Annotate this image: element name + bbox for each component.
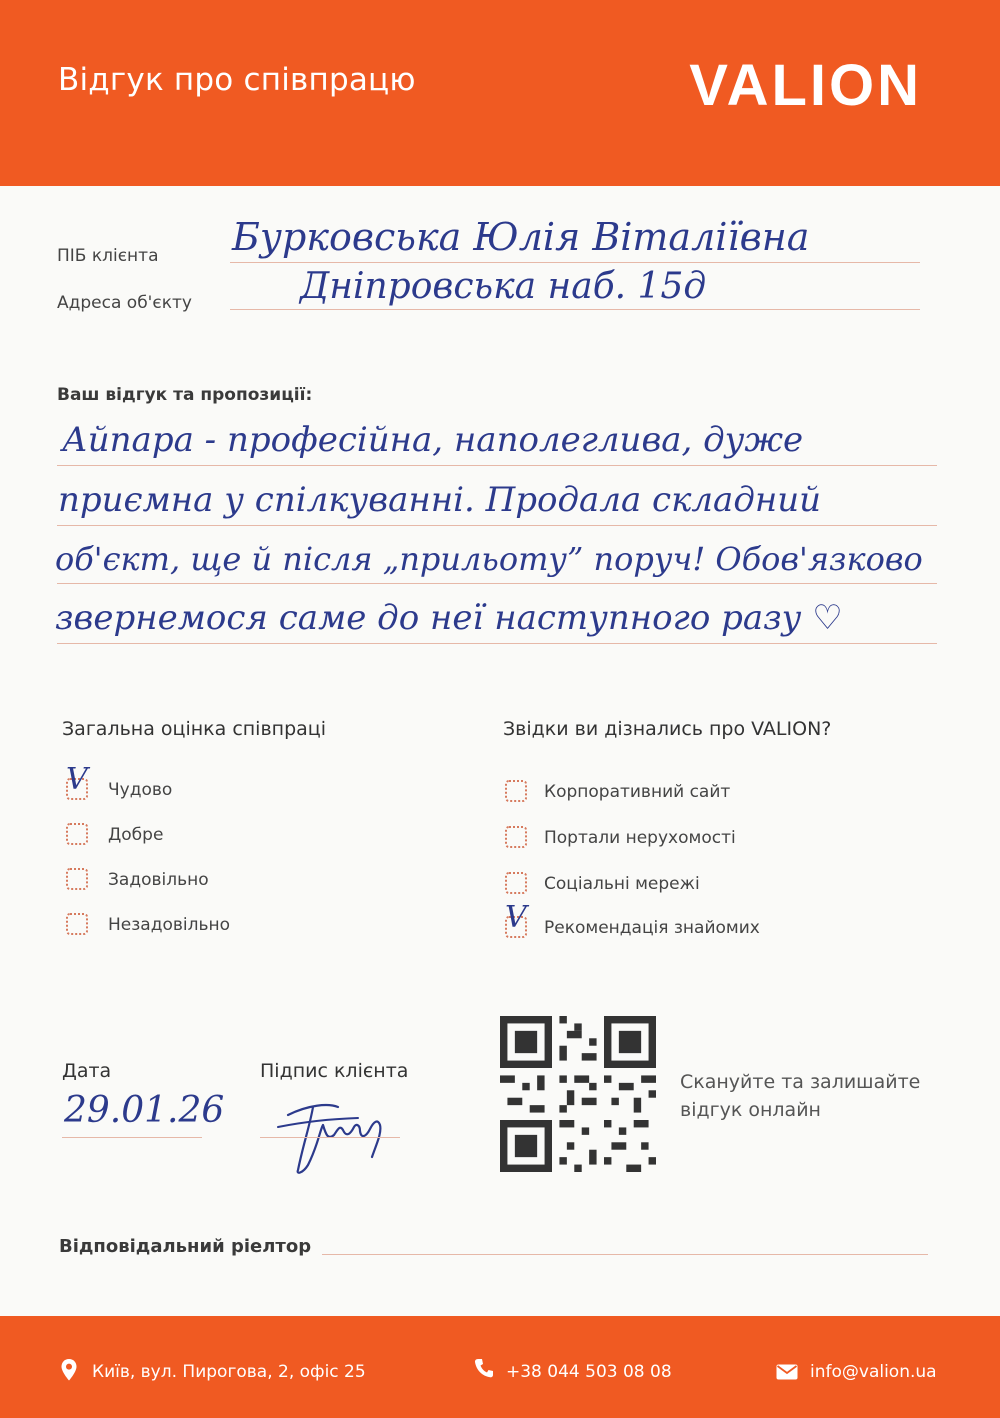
signature-label: Підпис клієнта xyxy=(260,1060,409,1082)
source-checkbox-website[interactable] xyxy=(505,780,527,802)
feedback-line[interactable]: приємна у спілкуванні. Продала складний xyxy=(58,480,822,520)
date-label: Дата xyxy=(62,1060,112,1082)
realtor-line xyxy=(322,1254,928,1255)
footer-email[interactable]: info@valion.ua xyxy=(810,1362,937,1382)
rating-checkbox-satisfactory[interactable] xyxy=(66,868,88,890)
brand-logo: VALION xyxy=(689,53,922,118)
rating-checkbox-good[interactable] xyxy=(66,823,88,845)
address-line xyxy=(230,309,920,310)
feedback-rule xyxy=(57,525,937,526)
qr-code-icon[interactable] xyxy=(500,1016,656,1172)
feedback-line[interactable]: об'єкт, ще й після „прильоту” поруч! Обов'язково xyxy=(55,540,923,578)
rating-checkbox-excellent[interactable] xyxy=(66,762,88,800)
footer-phone[interactable]: +38 044 503 08 08 xyxy=(506,1362,672,1382)
email-icon xyxy=(776,1364,798,1380)
rating-option-label: Чудово xyxy=(108,780,173,800)
client-name-label: ПІБ клієнта xyxy=(57,246,159,266)
source-option-label: Портали нерухомості xyxy=(544,828,736,848)
rating-option-label: Добре xyxy=(108,825,164,845)
source-checkbox-recommendation[interactable] xyxy=(505,900,527,938)
client-name-value[interactable]: Бурковська Юлія Віталіївна xyxy=(232,215,810,259)
rating-option-label: Задовільно xyxy=(108,870,209,890)
address-label: Адреса об'єкту xyxy=(57,293,192,313)
source-title: Звідки ви дізнались про VALION? xyxy=(503,718,832,740)
rating-option-label: Незадовільно xyxy=(108,915,230,935)
client-name-line xyxy=(230,262,920,263)
location-pin-icon xyxy=(60,1358,78,1382)
feedback-line[interactable]: звернемося саме до неї наступного разу ♡ xyxy=(55,598,843,638)
realtor-label: Відповідальний ріелтор xyxy=(59,1236,312,1257)
feedback-line[interactable]: Айпара - професійна, наполеглива, дуже xyxy=(62,420,804,460)
qr-caption: Скануйте та залишайте відгук онлайн xyxy=(680,1071,921,1121)
feedback-label: Ваш відгук та пропозиції: xyxy=(57,385,313,405)
signature-image[interactable] xyxy=(268,1085,408,1180)
check-mark-icon: V xyxy=(505,900,527,935)
source-option-label: Корпоративний сайт xyxy=(544,782,731,802)
feedback-rule xyxy=(57,465,937,466)
source-checkbox-social[interactable] xyxy=(505,872,527,894)
date-line xyxy=(62,1137,202,1138)
check-mark-icon: V xyxy=(66,762,88,797)
rating-checkbox-unsatisfactory[interactable] xyxy=(66,913,88,935)
source-checkbox-portals[interactable] xyxy=(505,826,527,848)
source-option-label: Рекомендація знайомих xyxy=(544,918,760,938)
address-value[interactable]: Дніпровська наб. 15д xyxy=(300,266,707,307)
signature-line xyxy=(260,1137,400,1138)
date-value[interactable]: 29.01.26 xyxy=(64,1090,225,1131)
footer-address: Київ, вул. Пирогова, 2, офіс 25 xyxy=(92,1362,366,1382)
phone-icon xyxy=(474,1358,494,1380)
rating-title: Загальна оцінка співпраці xyxy=(62,718,326,740)
feedback-rule xyxy=(57,583,937,584)
feedback-rule xyxy=(57,643,937,644)
source-option-label: Соціальні мережі xyxy=(544,874,700,894)
page-title: Відгук про співпрацю xyxy=(58,62,416,98)
